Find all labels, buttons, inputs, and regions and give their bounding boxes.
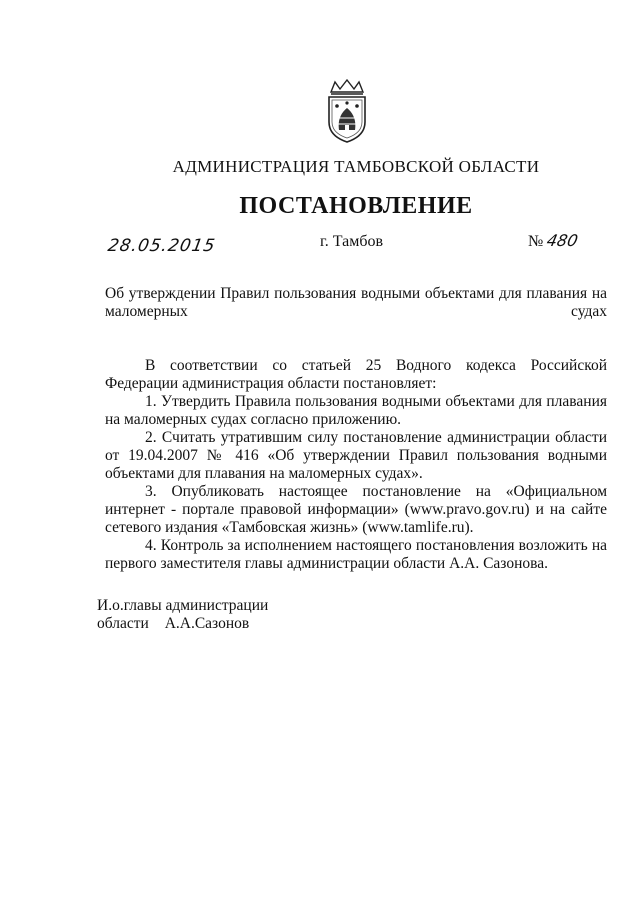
number-label: № [528,233,544,250]
document-subject: Об утверждении Правил пользования водными объектами для плавания на маломерных судах [105,285,607,320]
body-item: 1. Утвердить Правила пользования водными объектами для плавания на маломерных судах согласно приложению. [105,393,607,428]
document-body [105,357,607,573]
document-number [528,231,578,251]
signatory-position: И.о.главы администрации [97,597,269,614]
body-item: 2. Считать утратившим силу постановление администрации области от 19.04.2007 № 416 «Об утверждении Правил пользования водными объектами для плавания на маломерных судах». [105,429,607,482]
signatory-position-cont: области [97,615,149,632]
handwritten-number: 480 [545,231,580,250]
body-item: 3. Опубликовать настоящее постановление на «Официальном интернет - портале правовой информации» (www.pravo.gov.ru) и на сайте сетевого издания «Тамбовская жизнь» (www.tamlife.ru). [105,483,607,536]
body-intro: В соответствии со статьей 25 Водного кодекса Российской Федерации администрация области постановляет: [105,357,607,392]
signatory-name: А.А.Сазонов [164,615,250,632]
organization-name: АДМИНИСТРАЦИЯ ТАМБОВСКОЙ ОБЛАСТИ [172,157,540,176]
document-type-title: ПОСТАНОВЛЕНИЕ [239,193,473,219]
place-of-issue: г. Тамбов [320,233,384,250]
body-item: 4. Контроль за исполнением настоящего постановления возложить на первого заместителя главы администрации области А.А. Сазонова. [105,537,607,572]
coat-of-arms-icon [323,78,371,144]
signature-block [97,597,268,633]
handwritten-date: 28.05.2015 [106,236,218,256]
